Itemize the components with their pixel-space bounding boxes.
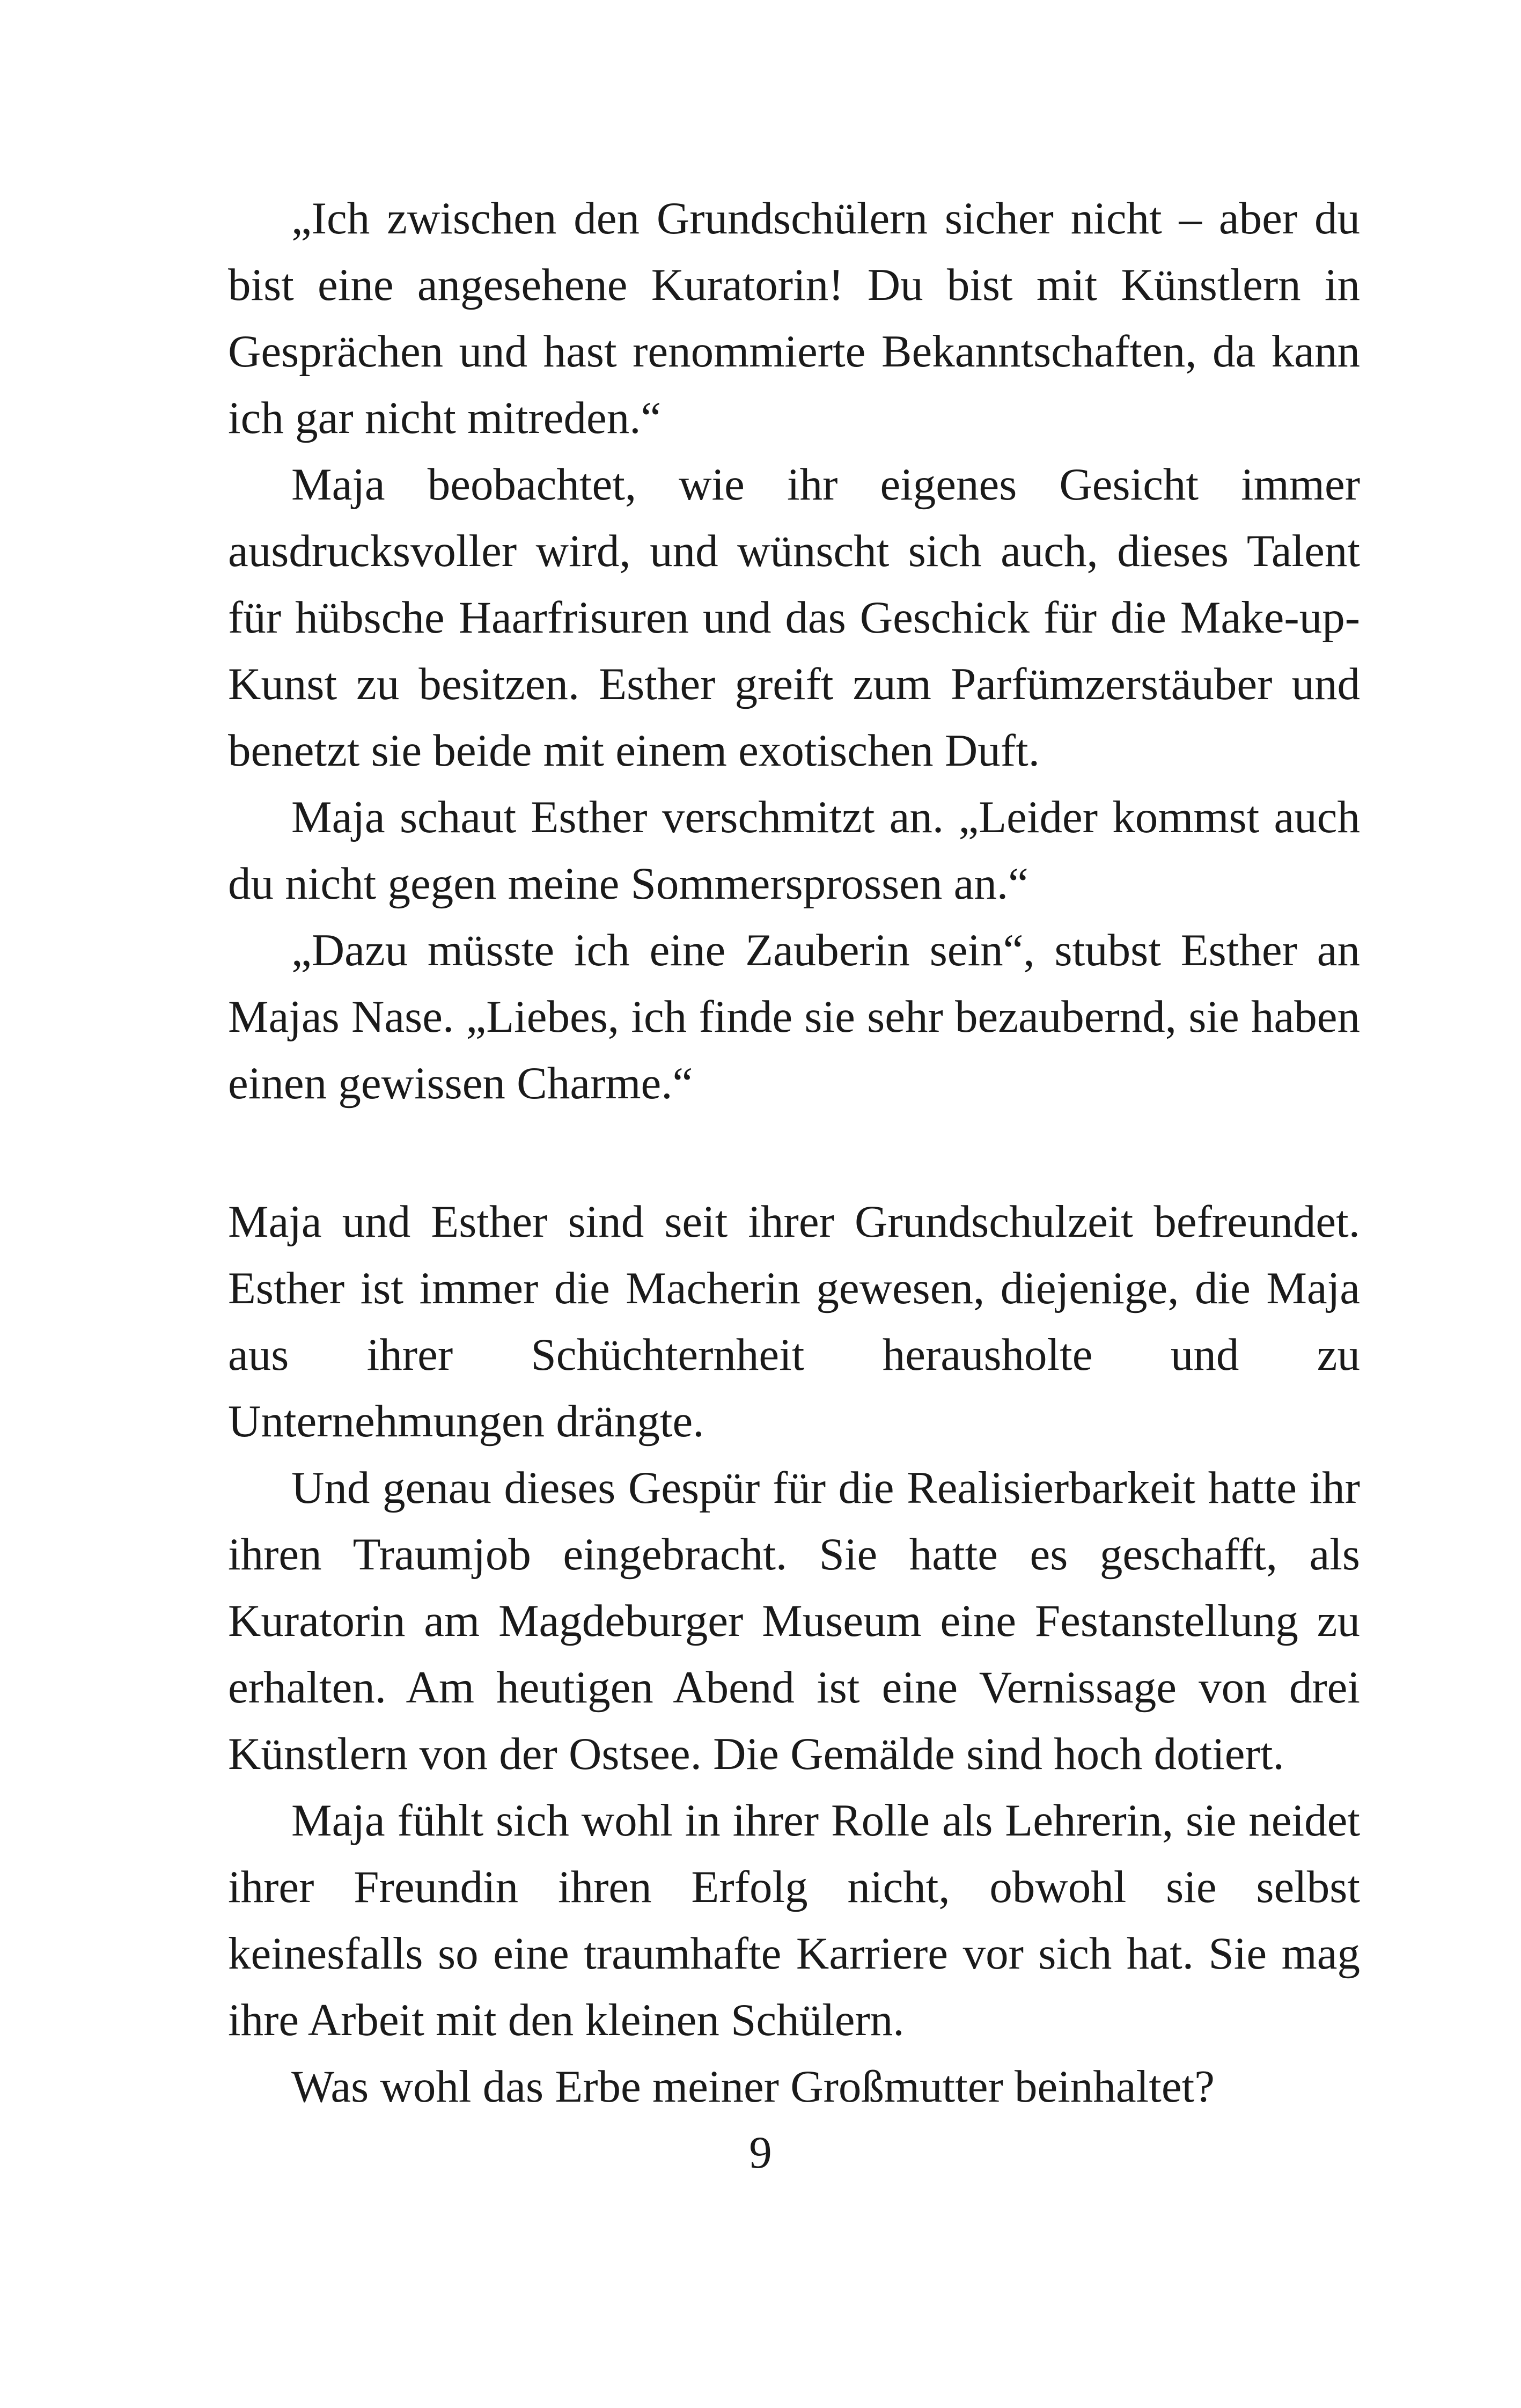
paragraph: Maja und Esther sind seit ihrer Grundschulzeit befreundet. Esther ist immer die Macherin gewesen, diejenige, die Maja aus ihrer Schüchternheit herausholte und zu	[228, 1196, 1360, 1380]
paragraph: Maja beobachtet, wie ihr eigenes Gesicht immer ausdrucksvoller wird, und wünscht sich auch, dieses Talent für hübsche Haarfrisuren und das Geschick für die Make-up-Kunst zu besitzen. Esther greift zum Parfümzerstäuber und benetzt sie beide mit einem exotischen Duft.	[228, 459, 1360, 776]
paragraph: Und genau dieses Gespür für die Realisierbarkeit hatte ihr ihren Traumjob eingebracht. Sie hatte es geschafft, als Kuratorin am Magdeburger Museum eine Festanstellung zu erhalten. Am heutigen Abend ist eine Vernissage von drei Künstlern von der Ostsee. Die Gemälde sind hoch dotiert.	[228, 1463, 1360, 1779]
text-section-1	[228, 185, 1360, 1117]
page-number: 9	[749, 2127, 772, 2178]
paragraph: Maja schaut Esther verschmitzt an. „Leider kommst auch du nicht gegen meine Sommersprossen an.“	[228, 792, 1360, 909]
paragraph: Maja fühlt sich wohl in ihrer Rolle als Lehrerin, sie neidet ihrer Freundin ihren Erfolg nicht, obwohl sie selbst keinesfalls so eine traumhafte Karriere vor sich hat. Sie mag ihre Arbeit mit den kleinen Schülern.	[228, 1795, 1360, 2045]
text-section-2	[228, 1188, 1360, 2120]
paragraph: Unternehmungen drängte.	[228, 1396, 704, 1447]
paragraph: „Dazu müsste ich eine Zauberin sein“, stubst Esther an Majas Nase. „Liebes, ich finde sie sehr bezaubernd, sie haben einen gewissen Charme.“	[228, 925, 1360, 1108]
paragraph: „Ich zwischen den Grundschülern sicher nicht – aber du bist eine angesehene Kuratorin! Du bist mit Künstlern in Gesprächen und hast renommierte Bekanntschaften, da kann ich gar nicht mitreden.“	[228, 193, 1360, 443]
paragraph: Was wohl das Erbe meiner Großmutter beinhaltet?	[291, 2061, 1215, 2112]
